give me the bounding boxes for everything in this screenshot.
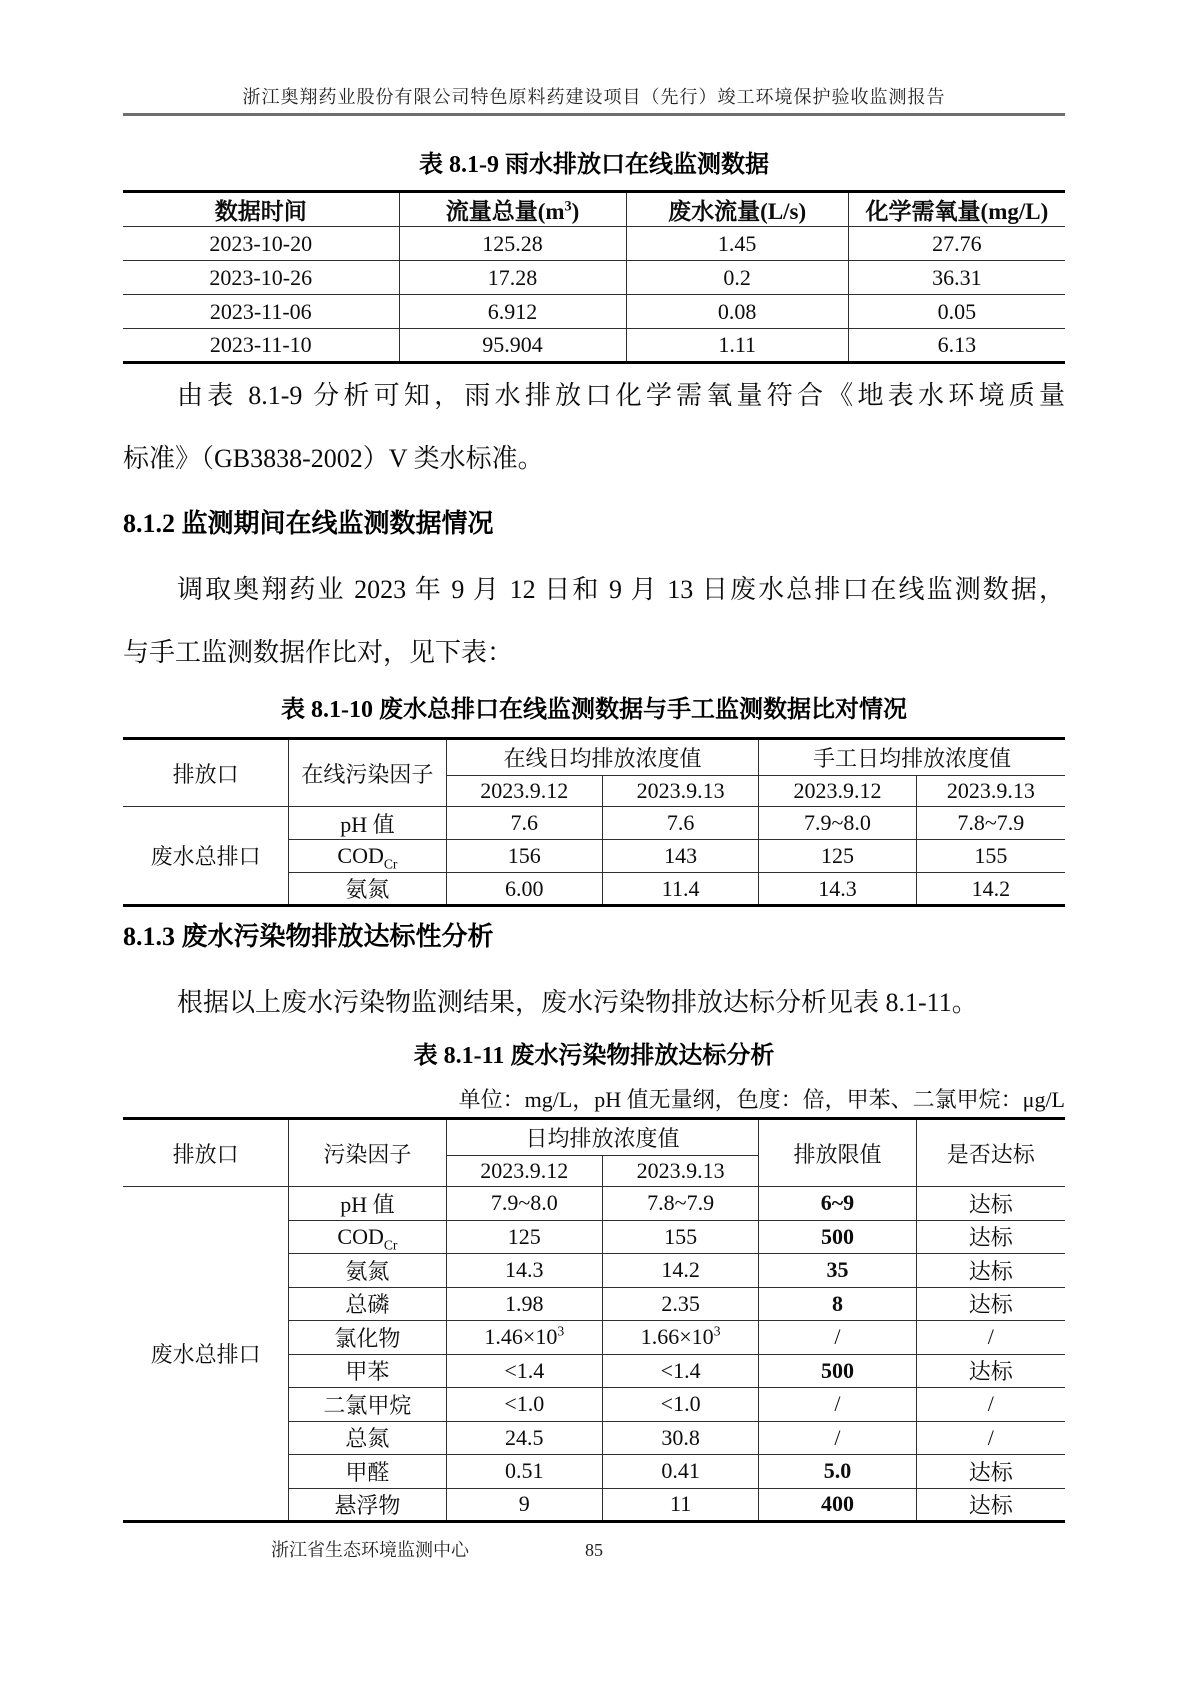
cell-limit: 6~9 — [759, 1187, 916, 1221]
cell-value: 7.8~7.9 — [916, 807, 1065, 840]
cell-value: 11.4 — [602, 873, 758, 906]
page-footer — [123, 1537, 1065, 1563]
cell-factor: pH 值 — [289, 807, 446, 840]
cell-value: 7.6 — [446, 807, 602, 840]
cell-factor: pH 值 — [289, 1187, 446, 1221]
cell-factor: 氨氮 — [289, 873, 446, 906]
cell-status: / — [916, 1421, 1065, 1455]
cell-limit: 500 — [759, 1220, 916, 1254]
cell-status: 达标 — [916, 1455, 1065, 1489]
cell-value: 155 — [602, 1220, 758, 1254]
cell-value: $1.46\times 10^3$ — [446, 1321, 602, 1355]
cell-value: 125 — [446, 1220, 602, 1254]
cell-status: 达标 — [916, 1220, 1065, 1254]
cell-value: <1.0 — [602, 1388, 758, 1422]
col-header-cod: 化学需氧量(mg/L) — [848, 192, 1065, 227]
cell-factor: 甲醛 — [289, 1455, 446, 1489]
cell-value: 143 — [602, 840, 758, 873]
cell-limit: 5.0 — [759, 1455, 916, 1489]
cell-limit: / — [759, 1321, 916, 1355]
section-heading-812: 8.1.2 监测期间在线监测数据情况 — [123, 509, 494, 538]
col-header-date: 2023.9.12 — [759, 776, 916, 807]
cell-cod: 6.13 — [848, 329, 1065, 363]
cell-value: 1.98 — [446, 1287, 602, 1321]
cell-value: 125 — [759, 840, 916, 873]
cell-value: 6.00 — [446, 873, 602, 906]
cell-factor: $COD_{Cr}$ — [289, 1220, 446, 1254]
cell-value: <1.4 — [602, 1354, 758, 1388]
cell-status: 达标 — [916, 1354, 1065, 1388]
paragraph-line: 与手工监测数据作比对，见下表： — [123, 638, 514, 667]
cell-value: 7.9~8.0 — [446, 1187, 602, 1221]
cell-limit: / — [759, 1388, 916, 1422]
cell-status: 达标 — [916, 1287, 1065, 1321]
cell-value: 0.41 — [602, 1455, 758, 1489]
cell-value: 0.51 — [446, 1455, 602, 1489]
cell-total-flow: 6.912 — [399, 295, 626, 329]
cell-cod: 36.31 — [848, 261, 1065, 295]
section-heading-813: 8.1.3 废水污染物排放达标性分析 — [123, 922, 494, 951]
cell-outlet: 废水总排口 — [123, 807, 289, 906]
cell-value: 2.35 — [602, 1287, 758, 1321]
cell-flow-rate: 0.2 — [626, 261, 848, 295]
cell-value: 155 — [916, 840, 1065, 873]
col-header-status: 是否达标 — [916, 1119, 1065, 1187]
cell-factor: 悬浮物 — [289, 1488, 446, 1522]
cell-value: 7.9~8.0 — [759, 807, 916, 840]
cell-flow-rate: 1.45 — [626, 227, 848, 261]
cell-status: / — [916, 1388, 1065, 1422]
cell-date: 2023-11-06 — [123, 295, 399, 329]
cell-cod: 27.76 — [848, 227, 1065, 261]
paragraph-compliance-intro — [123, 971, 1065, 1034]
cell-value: 156 — [446, 840, 602, 873]
cell-value: 9 — [446, 1488, 602, 1522]
cell-cod: 0.05 — [848, 295, 1065, 329]
cell-outlet: 废水总排口 — [123, 1187, 289, 1522]
cell-value: <1.0 — [446, 1388, 602, 1422]
col-header-date: 数据时间 — [123, 192, 399, 227]
table-row — [123, 329, 1065, 363]
cell-value: 14.2 — [916, 873, 1065, 906]
paragraph-line: 根据以上废水污染物监测结果，废水污染物排放达标分析见表 8.1-11。 — [177, 988, 978, 1017]
cell-date: 2023-10-20 — [123, 227, 399, 261]
table-online-vs-manual — [123, 737, 1065, 907]
table-compliance-analysis — [123, 1117, 1065, 1523]
cell-flow-rate: 0.08 — [626, 295, 848, 329]
cell-factor: 氨氮 — [289, 1254, 446, 1288]
group-header-daily: 日均排放浓度值 — [446, 1119, 759, 1156]
cell-limit: 35 — [759, 1254, 916, 1288]
col-header-total-flow: 流量总量$(m^3)$ — [399, 192, 626, 227]
cell-value: 11 — [602, 1488, 758, 1522]
table-rain-monitoring — [123, 190, 1065, 364]
cell-status: 达标 — [916, 1488, 1065, 1522]
cell-status: 达标 — [916, 1187, 1065, 1221]
table-row — [123, 1187, 1065, 1221]
cell-factor: 总氮 — [289, 1421, 446, 1455]
col-header-outlet: 排放口 — [123, 1119, 289, 1187]
table-row — [123, 227, 1065, 261]
cell-limit: 500 — [759, 1354, 916, 1388]
table-row — [123, 807, 1065, 840]
paragraph-line: 由表 8.1-9 分析可知，雨水排放口化学需氧量符合《地表水环境质量 — [177, 381, 1065, 410]
cell-value: <1.4 — [446, 1354, 602, 1388]
col-header-online-factor: 在线污染因子 — [289, 739, 446, 807]
cell-value: 30.8 — [602, 1421, 758, 1455]
footer-organization: 浙江省生态环境监测中心 — [271, 1540, 469, 1560]
col-header-flow-rate: 废水流量(L/s) — [626, 192, 848, 227]
table-row — [123, 295, 1065, 329]
col-header-date: 2023.9.13 — [602, 1156, 758, 1187]
paragraph-online-data — [123, 558, 1065, 684]
col-header-outlet: 排放口 — [123, 739, 289, 807]
table-row — [123, 261, 1065, 295]
table-row — [123, 192, 1065, 227]
cell-value: 7.6 — [602, 807, 758, 840]
cell-factor: 甲苯 — [289, 1354, 446, 1388]
page-number: 85 — [585, 1540, 603, 1560]
cell-value: 14.2 — [602, 1254, 758, 1288]
cell-value: $1.66\times 10^3$ — [602, 1321, 758, 1355]
cell-date: 2023-11-10 — [123, 329, 399, 363]
col-header-date: 2023.9.12 — [446, 776, 602, 807]
cell-status: 达标 — [916, 1254, 1065, 1288]
cell-factor: 总磷 — [289, 1287, 446, 1321]
cell-factor: 氯化物 — [289, 1321, 446, 1355]
cell-flow-rate: 1.11 — [626, 329, 848, 363]
cell-total-flow: 17.28 — [399, 261, 626, 295]
col-header-date: 2023.9.13 — [602, 776, 758, 807]
cell-limit: / — [759, 1421, 916, 1455]
col-header-factor: 污染因子 — [289, 1119, 446, 1187]
cell-date: 2023-10-26 — [123, 261, 399, 295]
table-rain-title: 表 8.1-9 雨水排放口在线监测数据 — [419, 152, 769, 178]
paragraph-line: 标准》（GB3838-2002）V 类水标准。 — [123, 444, 544, 473]
cell-value: 7.8~7.9 — [602, 1187, 758, 1221]
table-compare-title: 表 8.1-10 废水总排口在线监测数据与手工监测数据比对情况 — [281, 697, 907, 723]
header-divider — [123, 113, 1065, 116]
paragraph-rain-analysis — [123, 364, 1065, 490]
table-row — [123, 739, 1065, 776]
cell-value: 14.3 — [446, 1254, 602, 1288]
group-header-online: 在线日均排放浓度值 — [446, 739, 759, 776]
cell-value: 24.5 — [446, 1421, 602, 1455]
col-header-limit: 排放限值 — [759, 1119, 916, 1187]
cell-factor: 二氯甲烷 — [289, 1388, 446, 1422]
cell-limit: 8 — [759, 1287, 916, 1321]
unit-note: 单位：mg/L，pH 值无量纲，色度：倍，甲苯、二氯甲烷：μg/L — [458, 1087, 1065, 1112]
paragraph-line: 调取奥翔药业 2023 年 9 月 12 日和 9 月 13 日废水总排口在线监测数据， — [177, 575, 1065, 604]
cell-value: 14.3 — [759, 873, 916, 906]
cell-factor: $COD_{Cr}$ — [289, 840, 446, 873]
col-header-date: 2023.9.13 — [916, 776, 1065, 807]
cell-status: / — [916, 1321, 1065, 1355]
col-header-date: 2023.9.12 — [446, 1156, 602, 1187]
table-compliance-title: 表 8.1-11 废水污染物排放达标分析 — [413, 1043, 775, 1069]
cell-total-flow: 125.28 — [399, 227, 626, 261]
cell-limit: 400 — [759, 1488, 916, 1522]
group-header-manual: 手工日均排放浓度值 — [759, 739, 1065, 776]
cell-total-flow: 95.904 — [399, 329, 626, 363]
running-header: 浙江奥翔药业股份有限公司特色原料药建设项目（先行）竣工环境保护验收监测报告 — [242, 87, 946, 107]
table-row — [123, 1119, 1065, 1156]
